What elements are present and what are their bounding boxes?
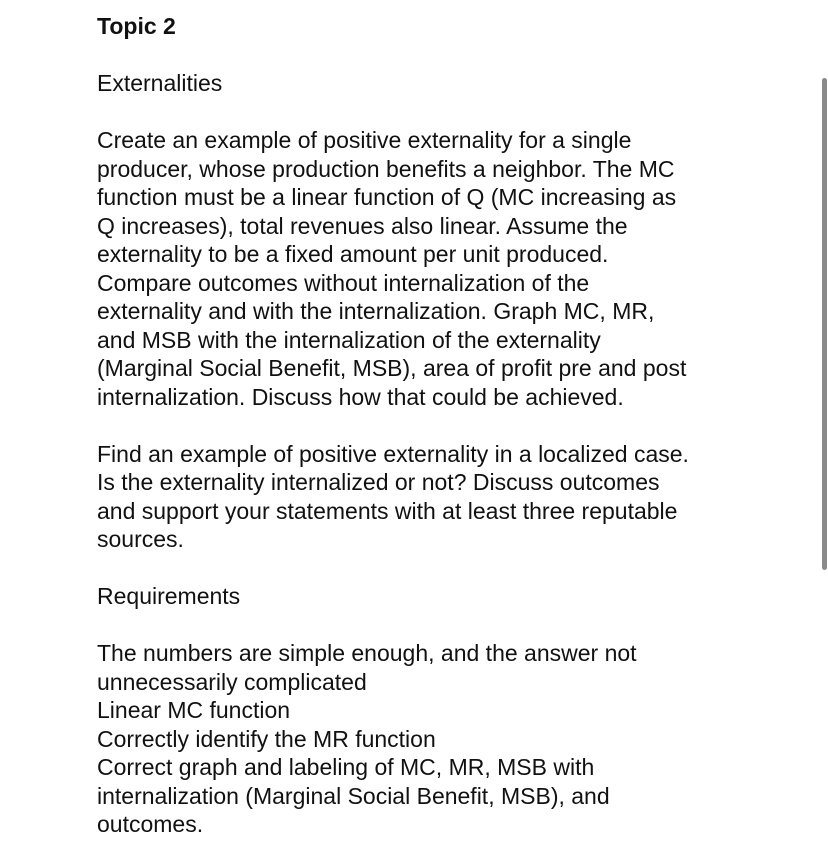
instructions-paragraph-2 xyxy=(97,440,737,554)
requirement-line: outcomes. xyxy=(97,811,204,837)
topic-title: Topic 2 xyxy=(97,13,176,39)
requirement-line: The numbers are simple enough, and the answer not xyxy=(97,640,637,666)
requirement-line: internalization (Marginal Social Benefit, MSB), and xyxy=(97,782,610,809)
text-line: producer, whose production benefits a neighbor. The MC xyxy=(97,155,675,182)
instructions-paragraph-1 xyxy=(97,126,737,411)
text-line: and support your statements with at least three reputable xyxy=(97,497,678,524)
document-body xyxy=(97,12,737,839)
text-line: function must be a linear function of Q (MC increasing as xyxy=(97,184,677,210)
text-line: and MSB with the internalization of the externality xyxy=(97,326,601,353)
requirement-line: Correct graph and labeling of MC, MR, MSB with xyxy=(97,754,595,780)
requirements-heading: Requirements xyxy=(97,583,241,609)
text-line: Is the externality internalized or not? Discuss outcomes xyxy=(97,469,660,495)
requirement-line: Correctly identify the MR function xyxy=(97,725,436,752)
text-line: Compare outcomes without internalization of the xyxy=(97,269,590,296)
text-line: (Marginal Social Benefit, MSB), area of profit pre and post xyxy=(97,355,687,381)
text-line: Create an example of positive externality for a single xyxy=(97,127,632,153)
text-line: internalization. Discuss how that could be achieved. xyxy=(97,383,624,410)
vertical-scrollbar[interactable] xyxy=(816,0,828,862)
text-line: Q increases), total revenues also linear. Assume the xyxy=(97,212,628,239)
scrollbar-thumb[interactable] xyxy=(822,78,827,570)
text-line: sources. xyxy=(97,526,184,552)
topic-subtitle: Externalities xyxy=(97,70,223,96)
text-line: externality to be a fixed amount per unit produced. xyxy=(97,241,609,267)
requirement-line: unnecessarily complicated xyxy=(97,668,367,695)
requirement-line: Linear MC function xyxy=(97,697,291,723)
requirements-list xyxy=(97,639,737,839)
text-line: externality and with the internalization. Graph MC, MR, xyxy=(97,298,655,324)
text-line: Find an example of positive externality in a localized case. xyxy=(97,440,689,467)
